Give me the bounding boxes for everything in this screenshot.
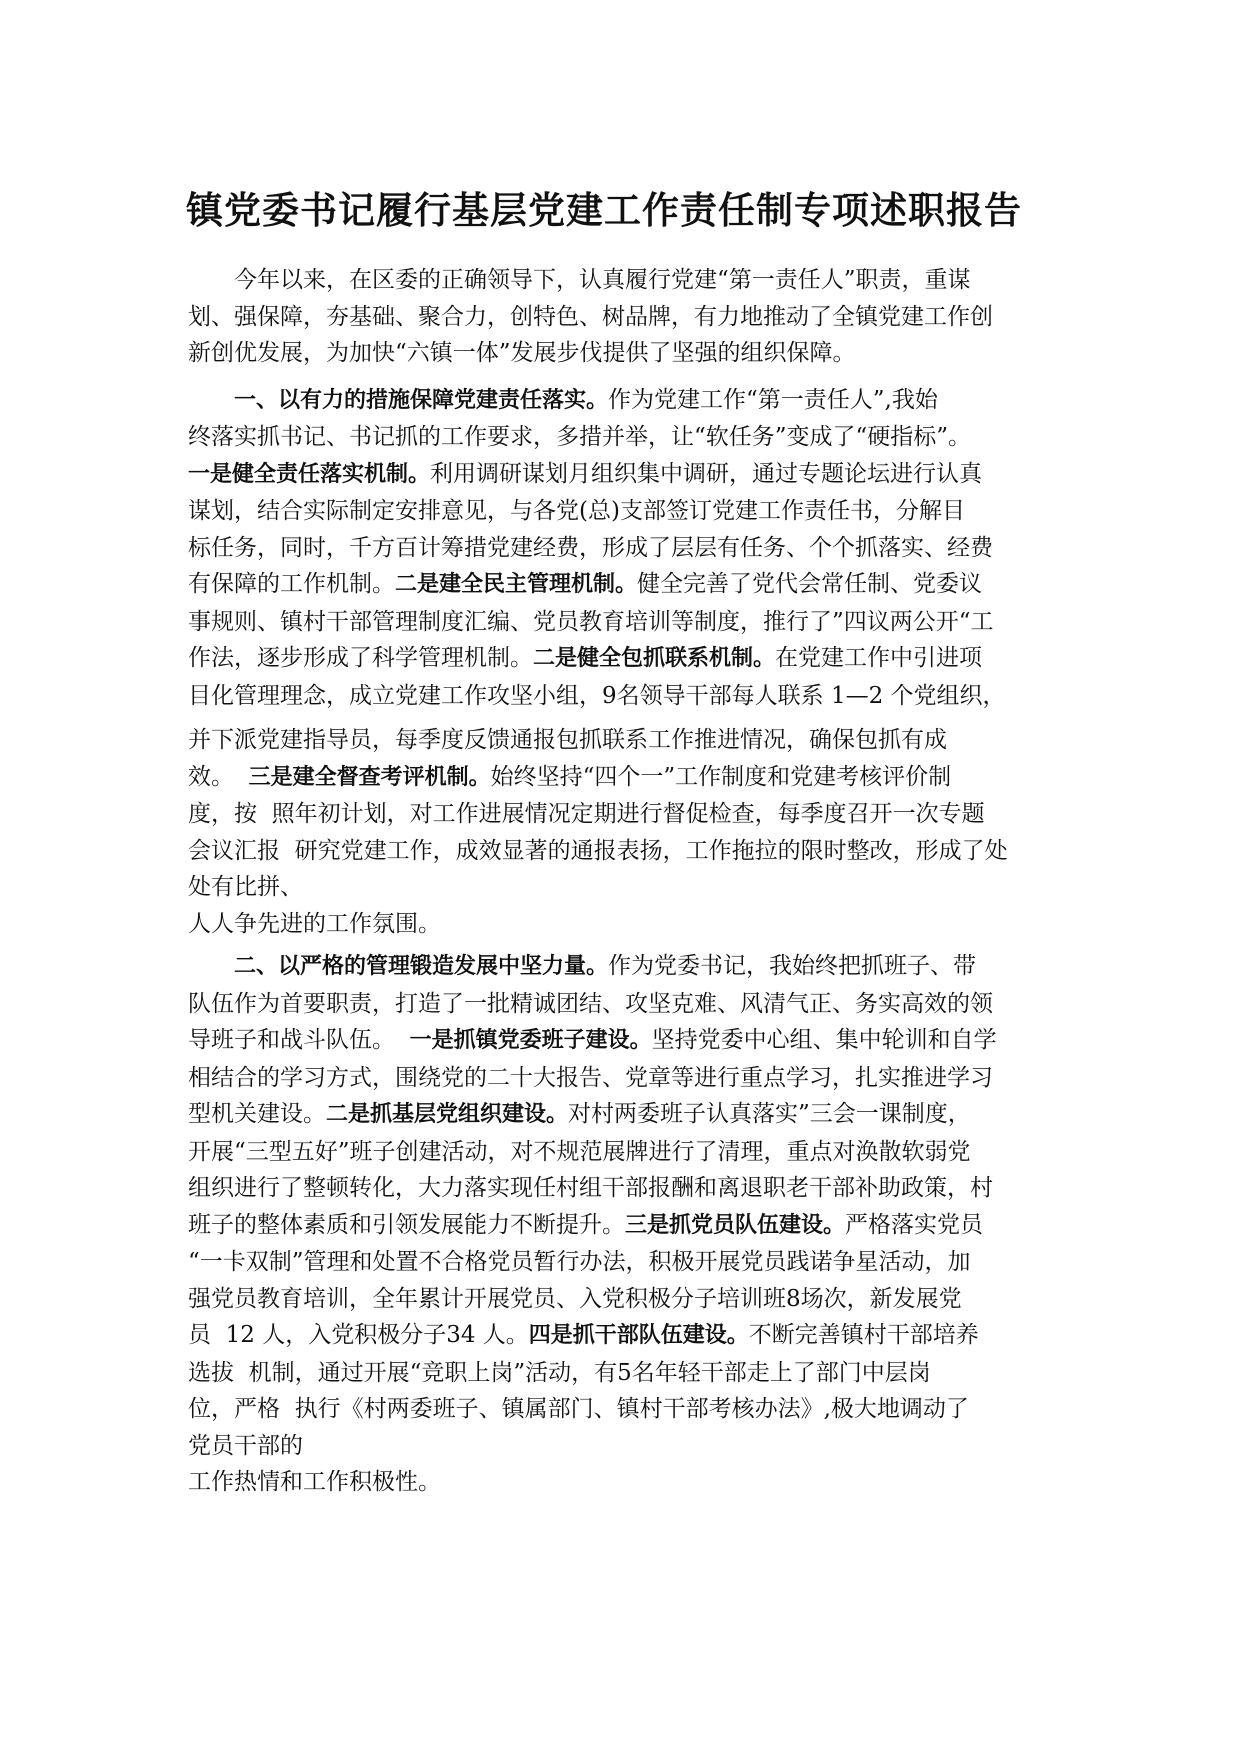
section-1-line: 终落实抓书记、书记抓的工作要求，多措并举，让“软任务”变成了“硬指标”。 <box>188 424 972 450</box>
section-1-line: 事规则、镇村干部管理制度汇编、党员教育培训等制度，推行了”四议两公开“工 <box>188 608 994 635</box>
section-2-line: 组织进行了整顿转化，大力落实现任村组干部报酬和离退职老干部补助政策，村 <box>188 1175 993 1201</box>
section-1-line: 处有比拼、 <box>188 874 303 900</box>
section-1-line: 谋划，结合实际制定安排意见，与各党(总)支部签订党建工作责任书，分解目 <box>188 498 965 524</box>
section-1-item-1-label: 一是健全责任落实机制。 <box>188 461 431 487</box>
intro-line: 划、强保障，夯基础、聚合力，创特色、树品牌，有力地推动了全镇党建工作创 <box>188 303 993 330</box>
section-2-item-4-label: 四是抓干部队伍建设。 <box>528 1323 749 1348</box>
section-2-line: 相结合的学习方式，围绕党的二十大报告、党章等进行重点学习，扎实推进学习 <box>188 1064 993 1091</box>
section-1-line: 并下派党建指导员，每季度反馈通报包抓联系工作推进情况，确保包抓有成 <box>188 727 947 753</box>
section-1-line: 度，按 照年初计划，对工作进展情况定期进行督促检查，每季度召开一次专题 <box>188 801 985 827</box>
section-2-line: 工作热情和工作积极性。 <box>188 1469 441 1495</box>
intro-paragraph <box>188 262 1050 372</box>
section-2-line: 位，严格 执行《村两委班子、镇属部门、镇村干部考核办法》,极大地调动了 <box>188 1396 969 1422</box>
section-1-item-4-label: 三是建全督查考评机制。 <box>248 764 491 790</box>
section-2-item-1-label: 一是抓镇党委班子建设。 <box>409 1028 652 1053</box>
section-1-line: 标任务，同时，千方百计筹措党建经费，形成了层层有任务、个个抓落实、经费 <box>188 534 993 561</box>
section-1-line: 效。 三是建全督查考评机制。始终坚持“四个一”工作制度和党建考核评价制 <box>188 763 952 790</box>
intro-line: 新创优发展，为加快“六镇一体”发展步伐提供了坚强的组织保障。 <box>188 340 856 366</box>
section-2-line: 二、以严格的管理锻造发展中坚力量。作为党委书记，我始终把抓班子、带 <box>234 953 977 979</box>
section-1-heading: 一、以有力的措施保障党建责任落实。 <box>234 387 609 413</box>
section-2-item-3-label: 三是抓党员队伍建设。 <box>625 1212 846 1238</box>
section-2-line: 队伍作为首要职责，打造了一批精诚团结、攻坚克难、风清气正、务实高效的领 <box>188 990 993 1017</box>
section-2-line: 员 12 人，入党积极分子34 人。四是抓干部队伍建设。不断完善镇村干部培养 <box>188 1322 979 1348</box>
section-2-item-2-label: 二是抓基层党组织建设。 <box>326 1102 569 1127</box>
document-body <box>188 262 1050 1501</box>
section-1-item-2-label: 二是建全民主管理机制。 <box>395 572 638 597</box>
section-2-line: 班子的整体素质和引领发展能力不断提升。三是抓党员队伍建设。严格落实党员 <box>188 1211 984 1238</box>
section-2-line: 导班子和战斗队伍。 一是抓镇党委班子建设。坚持党委中心组、集中轮训和自学 <box>188 1027 997 1053</box>
section-1-line: 有保障的工作机制。二是建全民主管理机制。健全完善了党代会常任制、党委议 <box>188 571 983 597</box>
section-2-line: 开展“三型五好”班子创建活动，对不规范展牌进行了清理，重点对涣散软弱党 <box>188 1138 971 1165</box>
section-2-paragraph <box>188 948 1050 1501</box>
section-1-line: 一是健全责任落实机制。利用调研谋划月组织集中调研，通过专题论坛进行认真 <box>188 460 983 487</box>
section-2-line: 强党员教育培训，全年累计开展党员、入党积极分子培训班8场次，新发展党 <box>188 1285 962 1312</box>
section-2-heading: 二、以严格的管理锻造发展中坚力量。 <box>234 954 609 979</box>
section-2-line: 型机关建设。二是抓基层党组织建设。对村两委班子认真落实”三会一课制度， <box>188 1101 971 1127</box>
section-1-line: 人人争先进的工作氛围。 <box>188 910 441 937</box>
section-1-line: 作法，逐步形成了科学管理机制。二是健全包抓联系机制。在党建工作中引进项 <box>188 645 983 671</box>
section-2-line: 党员干部的 <box>188 1432 303 1459</box>
section-1-line: 目化管理理念，成立党建工作攻坚小组，9名领导干部每人联系 1—2 个党组织， <box>188 682 1006 709</box>
section-2-line: 选拔 机制，通过开展“竞职上岗”活动，有5名年轻干部走上了部门中层岗 <box>188 1359 931 1386</box>
section-1-line: 会议汇报 研究党建工作，成效显著的通报表扬，工作拖拉的限时整改，形成了处 <box>188 837 1008 864</box>
intro-line: 今年以来，在区委的正确领导下，认真履行党建“第一责任人”职责，重谋 <box>234 267 971 293</box>
section-2-line: “一卡双制”管理和处置不合格党员暂行办法，积极开展党员践诺争星活动，加 <box>188 1249 971 1275</box>
document-title: 镇党委书记履行基层党建工作责任制专项述职报告 <box>186 189 1022 232</box>
section-1-paragraph <box>188 382 1050 943</box>
section-1-item-3-label: 二是健全包抓联系机制。 <box>533 646 776 671</box>
section-1-line: 一、以有力的措施保障党建责任落实。作为党建工作“第一责任人”,我始 <box>234 386 938 413</box>
